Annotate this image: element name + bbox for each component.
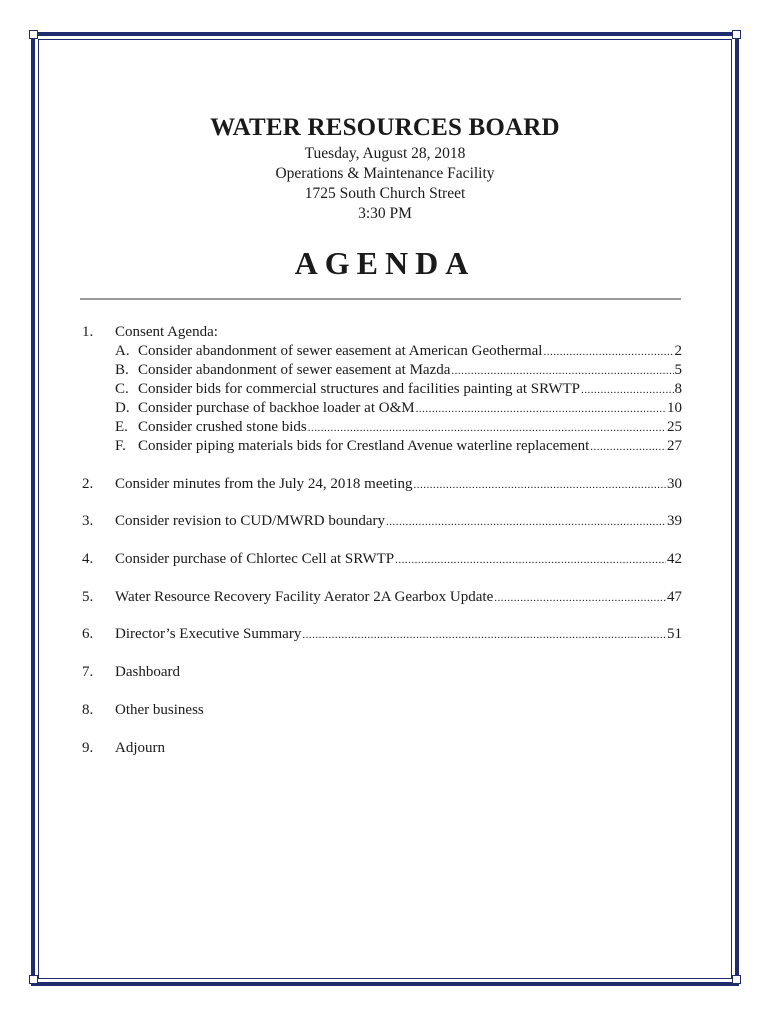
leader-dots <box>451 362 673 381</box>
meeting-header <box>0 112 770 224</box>
consent-row <box>138 437 682 457</box>
consent-item <box>115 437 682 456</box>
item-text: Consider revision to CUD/MWRD boundary <box>115 513 385 529</box>
consent-text: Consider abandonment of sewer easement at Mazda <box>138 362 451 378</box>
item-number: 4. <box>82 551 94 567</box>
meeting-time: 3:30 PM <box>358 205 412 222</box>
item-page: 39 <box>667 513 682 529</box>
item-number: 3. <box>82 513 94 529</box>
consent-letter: A. <box>115 343 130 359</box>
consent-page: 2 <box>674 343 682 359</box>
consent-page: 5 <box>674 362 682 378</box>
border-corner-ornament <box>29 30 38 39</box>
item-text: Consent Agenda: <box>115 324 218 340</box>
consent-page: 10 <box>667 400 682 416</box>
leader-dots <box>395 551 666 570</box>
consent-page: 8 <box>674 381 682 397</box>
item-number: 1. <box>82 324 94 340</box>
item-text: Adjourn <box>115 740 165 756</box>
item-text: Dashboard <box>115 664 180 680</box>
leader-dots <box>413 476 666 495</box>
item-text: Consider purchase of Chlortec Cell at SRWTP <box>115 551 395 567</box>
consent-letter: B. <box>115 362 129 378</box>
item-number: 2. <box>82 476 94 492</box>
item-row <box>115 588 682 608</box>
item-number: 9. <box>82 740 94 756</box>
consent-letter: D. <box>115 400 130 416</box>
consent-letter: E. <box>115 419 128 435</box>
consent-item <box>115 380 682 399</box>
consent-row <box>138 361 682 381</box>
consent-page: 25 <box>667 419 682 435</box>
leader-dots <box>302 626 666 645</box>
meeting-date: Tuesday, August 28, 2018 <box>304 145 466 162</box>
item-row <box>115 663 682 682</box>
item-page: 51 <box>667 626 682 642</box>
item-page: 42 <box>667 551 682 567</box>
border-corner-ornament <box>29 975 38 984</box>
item-row <box>115 550 682 570</box>
consent-text: Consider abandonment of sewer easement at American Geothermal <box>138 343 543 359</box>
consent-letter: F. <box>115 438 126 454</box>
leader-dots <box>581 381 674 400</box>
consent-text: Consider bids for commercial structures and facilities painting at SRWTP <box>138 381 580 397</box>
consent-item <box>115 399 682 418</box>
consent-item <box>115 342 682 361</box>
item-number: 6. <box>82 626 94 642</box>
leader-dots <box>416 400 666 419</box>
consent-row <box>138 380 682 400</box>
board-title: WATER RESOURCES BOARD <box>210 114 560 141</box>
consent-row <box>138 342 682 362</box>
item-row <box>115 475 682 495</box>
consent-item <box>115 418 682 437</box>
item-row <box>115 512 682 532</box>
consent-item <box>115 361 682 380</box>
item-text: Other business <box>115 702 204 718</box>
leader-dots <box>543 343 673 362</box>
consent-row <box>138 399 682 419</box>
item-row <box>115 625 682 645</box>
consent-row <box>138 418 682 438</box>
item-number: 8. <box>82 702 94 718</box>
agenda-heading: AGENDA <box>294 245 476 281</box>
meeting-location: Operations & Maintenance Facility <box>275 165 495 182</box>
leader-dots <box>590 438 666 457</box>
leader-dots <box>308 419 666 438</box>
border-corner-ornament <box>732 30 741 39</box>
item-row <box>115 701 682 720</box>
item-row <box>115 739 682 758</box>
consent-letter: C. <box>115 381 129 397</box>
item-page: 30 <box>667 476 682 492</box>
item-text: Director’s Executive Summary <box>115 626 302 642</box>
item-page: 47 <box>667 589 682 605</box>
leader-dots <box>386 513 666 532</box>
item-number: 7. <box>82 664 94 680</box>
meeting-address: 1725 South Church Street <box>304 185 466 202</box>
divider <box>80 298 681 300</box>
item-text: Consider minutes from the July 24, 2018 meeting <box>115 476 413 492</box>
consent-page: 27 <box>667 438 682 454</box>
border-corner-ornament <box>732 975 741 984</box>
item-text: Water Resource Recovery Facility Aerator 2A Gearbox Update <box>115 589 494 605</box>
leader-dots <box>494 589 666 608</box>
consent-text: Consider crushed stone bids <box>138 419 307 435</box>
item-row <box>115 323 682 342</box>
consent-text: Consider purchase of backhoe loader at O&M <box>138 400 415 416</box>
item-number: 5. <box>82 589 94 605</box>
consent-text: Consider piping materials bids for Crestland Avenue waterline replacement <box>138 438 590 454</box>
